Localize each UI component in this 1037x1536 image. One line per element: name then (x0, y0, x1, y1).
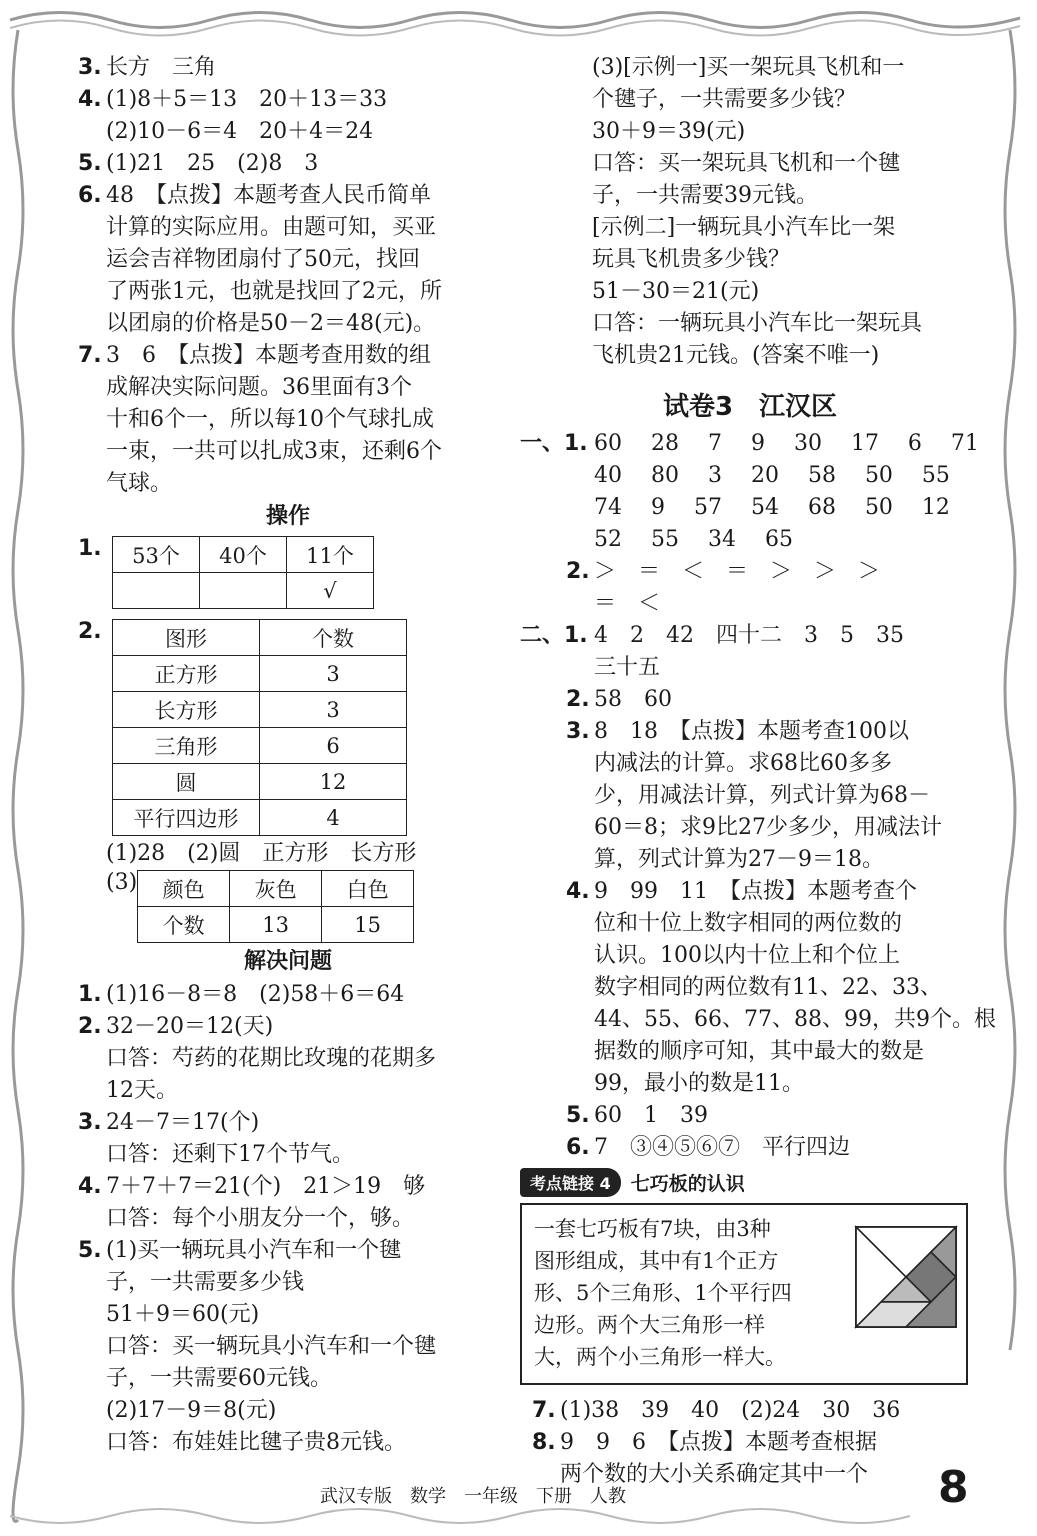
answer-text: 9 9 6 【点拨】本题考查根据 (560, 1430, 877, 1455)
answer-text: 位和十位上数字相同的两位数的 (594, 911, 903, 936)
item-number: 4. (78, 87, 102, 112)
answer-text: 口答：一辆玩具小汽车比一架玩具 (592, 311, 923, 336)
table-cell: 12 (260, 764, 407, 800)
table-cell: 40个 (200, 537, 287, 573)
answer-text: 99，最小的数是11。 (594, 1071, 804, 1096)
answer-text: (3)[示例一]买一架玩具飞机和一 (592, 55, 905, 80)
answer-text: 30＋9＝39(元) (592, 119, 746, 144)
answer-text: 子，一共需要多少钱 (106, 1270, 305, 1295)
item-number: 6. (78, 183, 102, 208)
item-number: 6. (566, 1135, 590, 1160)
answer-text: 32－20＝12(天) (106, 1014, 274, 1039)
answer-text: 子，一共需要39元钱。 (592, 183, 818, 208)
answer-text: 口答：还剩下17个节气。 (106, 1142, 354, 1167)
item-number: 2. (78, 619, 102, 644)
item-number: 5. (566, 1103, 590, 1128)
answer-text: 58 60 (594, 687, 672, 712)
item-number: 1. (78, 982, 102, 1007)
table-cell: 正方形 (113, 656, 260, 692)
tangram-illustration (854, 1225, 958, 1329)
table-cell (113, 573, 200, 609)
table-cell: 圆 (113, 764, 260, 800)
answer-text: 8 18 【点拨】本题考查100以 (594, 719, 909, 744)
item-number: 2. (78, 1014, 102, 1039)
example-answers (520, 52, 980, 372)
answer-text: (1)28 (2)圆 正方形 长方形 (106, 841, 417, 866)
left-column (78, 52, 498, 1459)
topic-line: 大，两个小三角形一样大。 (534, 1345, 786, 1369)
item-number: 3. (78, 55, 102, 80)
answer-text: (1)38 39 40 (2)24 30 36 (560, 1398, 901, 1423)
topic-text (534, 1213, 854, 1373)
item-number: 3. (78, 1110, 102, 1135)
topic-line: 图形组成，其中有1个正方 (534, 1249, 779, 1273)
answer-text: [示例二]一辆玩具小汽车比一架 (592, 215, 896, 240)
item-number: 4. (78, 1174, 102, 1199)
table-cell: 6 (260, 728, 407, 764)
topic-badge: 考点链接 4 (520, 1168, 621, 1197)
answer-text: 口答：每个小朋友分一个，够。 (106, 1206, 415, 1231)
final-answers (520, 1395, 980, 1491)
exam-answers (520, 428, 996, 1164)
table-cell: 长方形 (113, 692, 260, 728)
answer-text: 数字相同的两位数有11、22、33、 (594, 975, 942, 1000)
page-number: 8 (938, 1462, 969, 1513)
answer-text: (2)10－6＝4 20＋4＝24 (106, 119, 374, 144)
answer-text: 飞机贵21元钱。(答案不唯一) (592, 343, 880, 368)
item-number: 2. (566, 687, 590, 712)
answer-text: 算，列式计算为27－9＝18。 (594, 847, 884, 872)
answer-text: 51－30＝21(元) (592, 279, 760, 304)
answer-text: 口答：买一架玩具飞机和一个毽 (592, 151, 901, 176)
item-number: 8. (532, 1430, 556, 1455)
answer-text: ＝ ＜ (594, 591, 661, 616)
table-cell: 3 (260, 656, 407, 692)
page-footer: 武汉专版 数学 一年级 下册 人教 (320, 1486, 626, 1507)
item-number: 4. (566, 879, 590, 904)
answer-text: 3 6 【点拨】本题考查用数的组 (106, 343, 431, 368)
answer-text: 运会吉祥物团扇付了50元，找回 (106, 247, 420, 272)
table-header: 图形 (113, 620, 260, 656)
answers-list-top (78, 52, 498, 500)
answer-text: (2)17－9＝8(元) (106, 1398, 277, 1423)
topic-link-header (520, 1168, 980, 1197)
table-cell: 白色 (322, 871, 414, 907)
topic-line: 一套七巧板有7块，由3种 (534, 1217, 771, 1241)
item-number: 5. (78, 151, 102, 176)
table-cell: 15 (322, 907, 414, 943)
answer-text: 60 28 7 9 30 17 6 71 (594, 431, 979, 456)
answer-text: 玩具飞机贵多少钱？ (592, 247, 791, 272)
answer-text: 口答：芍药的花期比玫瑰的花期多 (106, 1046, 437, 1071)
answer-text: 口答：买一辆玩具小汽车和一个毽 (106, 1334, 437, 1359)
answer-text: 成解决实际问题。36里面有3个 (106, 375, 412, 400)
table-cell: 13 (230, 907, 322, 943)
table-header: 个数 (260, 620, 407, 656)
table-cell: 颜色 (138, 871, 230, 907)
answer-text: 两个数的大小关系确定其中一个 (560, 1462, 869, 1487)
answer-text: 52 55 34 65 (594, 527, 793, 552)
answer-text: 24－7＝17(个) (106, 1110, 260, 1135)
table-cell: 个数 (138, 907, 230, 943)
answer-text: 74 9 57 54 68 50 12 (594, 495, 950, 520)
item-number: 2. (566, 559, 590, 584)
answer-text: 气球。 (106, 471, 173, 496)
table-cell: 53个 (113, 537, 200, 573)
answer-text: 60＝8；求9比27少多少，用减法计 (594, 815, 942, 840)
operate-item-2-3 (78, 870, 498, 943)
answer-text: 9 99 11 【点拨】本题考查个 (594, 879, 917, 904)
sub-label: (3) (106, 870, 138, 895)
right-column (520, 52, 996, 1491)
answer-text: (1)8＋5＝13 20＋13＝33 (106, 87, 388, 112)
shape-count-table (112, 619, 407, 836)
answer-text: (1)买一辆玩具小汽车和一个毽 (106, 1238, 402, 1263)
answer-text: 长方 三角 (106, 55, 217, 80)
answer-text: 一束，一共可以扎成3束，还剩6个 (106, 439, 442, 464)
answer-text: 三十五 (594, 655, 661, 680)
section-title-solve: 解决问题 (243, 949, 332, 974)
answer-text: 以团扇的价格是50－2＝48(元)。 (106, 311, 436, 336)
answer-text: 44、55、66、77、88、99，共9个。根 (594, 1007, 996, 1032)
answer-text: 认识。100以内十位上和个位上 (594, 943, 900, 968)
answer-text: 了两张1元，也就是找回了2元，所 (106, 279, 442, 304)
answer-text: 口答：布娃娃比毽子贵8元钱。 (106, 1430, 406, 1455)
answer-text: ＞ ＝ ＜ ＝ ＞ ＞ ＞ (594, 559, 881, 584)
answer-text: 51＋9＝60(元) (106, 1302, 260, 1327)
topic-box (520, 1203, 968, 1385)
answer-text: 7 ③④⑤⑥⑦ 平行四边 (594, 1135, 850, 1160)
table-cell: 三角形 (113, 728, 260, 764)
color-count-table (137, 870, 414, 943)
answer-text: 据数的顺序可知，其中最大的数是 (594, 1039, 925, 1064)
answer-text: 计算的实际应用。由题可知，买亚 (106, 215, 437, 240)
operate-item-2 (78, 619, 498, 836)
item-number: 5. (78, 1238, 102, 1263)
exam-title: 试卷3 江汉区 (662, 392, 838, 422)
answer-text: (1)16－8＝8 (2)58＋6＝64 (106, 982, 405, 1007)
answer-text: 60 1 39 (594, 1103, 708, 1128)
table-cell: 4 (260, 800, 407, 836)
answer-text: 少，用减法计算，列式计算为68－ (594, 783, 930, 808)
topic-line: 边形。两个大三角形一样 (534, 1313, 765, 1337)
item-number: 3. (566, 719, 590, 744)
count-table (112, 536, 374, 609)
answer-text: 十和6个一，所以每10个气球扎成 (106, 407, 434, 432)
topic-line: 形、5个三角形、1个平行四 (534, 1281, 792, 1305)
item-number: 1. (78, 536, 102, 561)
table-cell: 3 (260, 692, 407, 728)
section-title-operate: 操作 (265, 504, 310, 529)
answer-text: 12天。 (106, 1078, 178, 1103)
answer-text: 40 80 3 20 58 50 55 (594, 463, 950, 488)
answer-text: 4 2 42 四十二 3 5 35 (594, 623, 904, 648)
answer-text: 子，一共需要60元钱。 (106, 1366, 332, 1391)
table-cell: 平行四边形 (113, 800, 260, 836)
answer-text: (1)21 25 (2)8 3 (106, 151, 319, 176)
operate-item-1 (78, 536, 498, 609)
answer-text: 个毽子，一共需要多少钱？ (592, 87, 857, 112)
table-cell: 灰色 (230, 871, 322, 907)
topic-title: 七巧板的认识 (630, 1173, 745, 1195)
item-number: 7. (532, 1398, 556, 1423)
answer-text: 内减法的计算。求68比60多多 (594, 751, 892, 776)
answer-text: 48 【点拨】本题考查人民币简单 (106, 183, 431, 208)
item-number: 7. (78, 343, 102, 368)
item-number: 一、1. (520, 431, 588, 456)
table-cell: 11个 (287, 537, 374, 573)
answer-text: 7＋7＋7＝21(个) 21＞19 够 (106, 1174, 426, 1199)
checkmark-cell: √ (287, 573, 374, 609)
item-number: 二、1. (520, 623, 588, 648)
table-cell (200, 573, 287, 609)
solve-answers (78, 979, 498, 1459)
